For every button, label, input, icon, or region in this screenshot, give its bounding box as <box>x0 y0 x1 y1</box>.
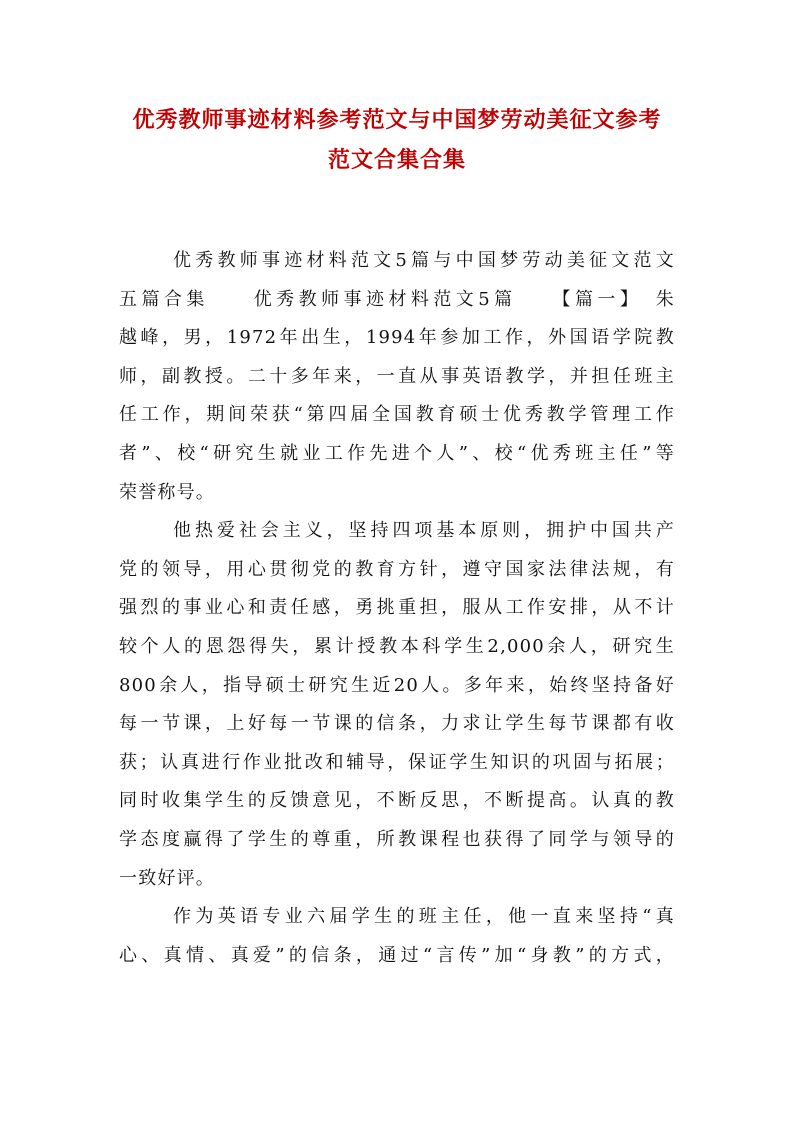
paragraph-line: 作为英语专业六届学生的班主任，他一直来坚持“真 <box>173 906 675 928</box>
paragraph-line: 师，副教授。二十多年来，一直从事英语教学，并担任班主 <box>119 365 675 387</box>
paragraph-line: 800余人，指导硕士研究生近20人。多年来，始终坚持备好 <box>119 674 675 696</box>
paragraph-line: 强烈的事业心和责任感，勇挑重担，服从工作安排，从不计 <box>119 597 675 619</box>
paragraph-line: 五篇合集 优秀教师事迹材料范文5篇 【篇一】 朱 <box>119 288 675 310</box>
document-title <box>110 100 684 180</box>
paragraph-2 <box>119 512 675 898</box>
title-line-1: 优秀教师事迹材料参考范文与中国梦劳动美征文参考 <box>132 107 662 133</box>
paragraph-line: 同时收集学生的反馈意见，不断反思，不断提高。认真的教 <box>119 790 675 812</box>
title-line-2: 范文合集合集 <box>327 147 466 173</box>
document-body <box>119 242 675 975</box>
paragraph-line: 任工作，期间荣获“第四届全国教育硕士优秀教学管理工作 <box>119 404 675 426</box>
paragraph-line: 较个人的恩怨得失，累计授教本科学生2,000余人，研究生 <box>119 635 675 657</box>
paragraph-line: 党的领导，用心贯彻党的教育方针，遵守国家法律法规，有 <box>119 558 675 580</box>
paragraph-3 <box>119 898 675 975</box>
paragraph-line: 学态度赢得了学生的尊重，所教课程也获得了同学与领导的 <box>119 828 675 850</box>
paragraph-line: 一致好评。 <box>119 867 215 889</box>
paragraph-line: 获；认真进行作业批改和辅导，保证学生知识的巩固与拓展； <box>119 751 675 773</box>
paragraph-line: 心、真情、真爱”的信条，通过“言传”加“身教”的方式， <box>119 944 675 966</box>
paragraph-line: 他热爱社会主义，坚持四项基本原则，拥护中国共产 <box>173 520 675 542</box>
paragraph-line: 者”、校“研究生就业工作先进个人”、校“优秀班主任”等 <box>119 442 675 464</box>
paragraph-line: 优秀教师事迹材料范文5篇与中国梦劳动美征文范文 <box>173 250 675 271</box>
paragraph-line: 每一节课，上好每一节课的信条，力求让学生每节课都有收 <box>119 713 675 735</box>
paragraph-line: 越峰，男，1972年出生，1994年参加工作，外国语学院教 <box>119 327 675 349</box>
paragraph-1 <box>119 242 675 512</box>
paragraph-line: 荣誉称号。 <box>119 481 215 503</box>
